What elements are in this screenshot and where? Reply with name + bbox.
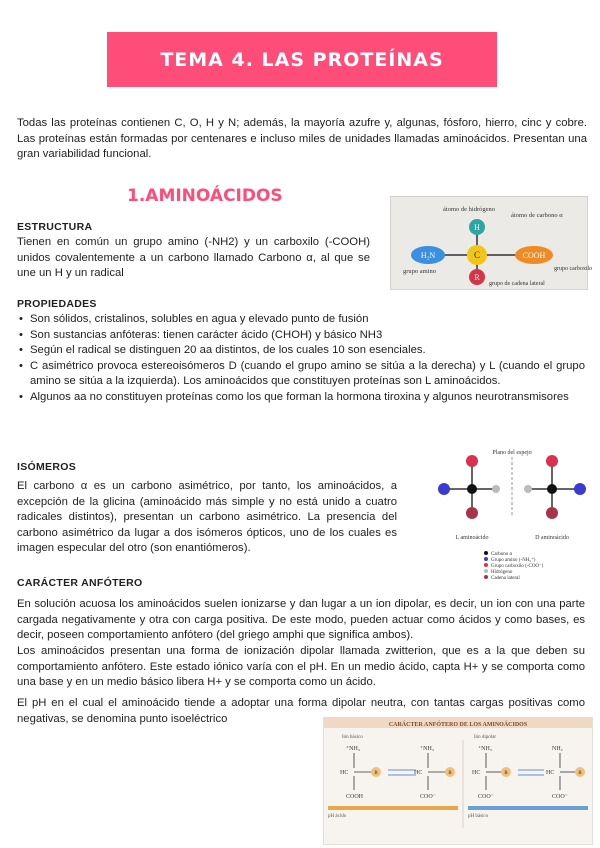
- fig1-nh: H₂N: [420, 251, 436, 260]
- svg-text:COOH: COOH: [346, 794, 364, 800]
- fig2-legend-4: Cadena lateral: [491, 576, 520, 581]
- svg-text:HC: HC: [414, 770, 423, 776]
- anfotero-p2: Los aminoácidos presentan una forma de ionización dipolar llamada zwitterion, que es a la que deben su comportamiento anfótero. Este estado iónico varía con el pH. En un medio ácido, capta H+ y se comporta como una base y en un medio básico libera H+ y se comporta como un ácido.: [17, 645, 585, 688]
- anfotero-p3: El pH en el cual el aminoácido tiende a adoptar una forma dipolar neutra, con tantas cargas positivas como negativas, se denomina punto isoeléctrico: [17, 697, 585, 725]
- fig3-title: CARÁCTER ANFÓTERO DE LOS AMINOÁCIDOS: [388, 722, 528, 728]
- fig1-label-c: átomo de carbono α: [511, 212, 563, 219]
- svg-text:HC: HC: [472, 770, 481, 776]
- fig3-ph-basic: pH básico: [468, 814, 489, 819]
- fig1-r: R: [474, 273, 480, 282]
- svg-text:COO⁻: COO⁻: [478, 794, 494, 800]
- fig3-ph-acid: pH ácido: [328, 814, 347, 819]
- fig2-legend-2: Grupo carboxilo (-COO⁻): [491, 564, 544, 569]
- svg-text:R: R: [578, 771, 582, 776]
- fig1-label-amino: grupo amino: [403, 268, 437, 275]
- svg-text:⁺NH₃: ⁺NH₃: [420, 746, 434, 752]
- anfotero-p1: En solución acuosa los aminoácidos suelen ionizarse y dan lugar a un ion dipolar, es decir, un ion con una parte cargada negativamente y otra con carga positiva. De este modo, pueden actuar como ácidos y como bases, es decir, poseen comportamiento anfótero (del griego amphi que significa ambos).: [17, 598, 585, 641]
- fig1-cooh: COOH: [522, 251, 546, 260]
- svg-text:R: R: [504, 771, 508, 776]
- fig2-legend-3: Hidrógeno: [491, 570, 513, 575]
- fig1-c: C: [473, 250, 481, 260]
- svg-text:NH₂: NH₂: [552, 746, 563, 752]
- fig2-legend-0: Carbono α: [491, 552, 513, 557]
- propiedades-heading: PROPIEDADES: [17, 298, 97, 310]
- svg-text:⁺NH₃: ⁺NH₃: [346, 746, 360, 752]
- estructura-text: Tienen en común un grupo amino (-NH2) y un carboxilo (-COOH) unidos covalentemente a un carbono llamado Carbono α, al que se une un H y un radical: [17, 236, 370, 279]
- fig3-col2: Ión dipolar: [474, 735, 497, 740]
- fig2-left: L aminoácido: [455, 535, 489, 541]
- list-item: • Algunos aa no constituyen proteínas como los que forman la hormona tiroxina y algunos neurotransmisores: [17, 390, 585, 406]
- list-item: • Son sustancias anfóteras: tienen carácter ácido (CHOH) y básico NH3: [17, 328, 585, 344]
- intro-paragraph: Todas las proteínas contienen C, O, H y N; además, la mayoría azufre y, algunas, fósforo, hierro, cinc y cobre. Las proteínas están formadas por centenares e incluso miles de unidades llamadas aminoácidos. Presentan una gran variabilidad funcional.: [17, 117, 587, 160]
- list-item: • Según el radical se distinguen 20 aa distintos, de los cuales 10 son esenciales.: [17, 343, 585, 359]
- fig1-h: H: [474, 223, 480, 232]
- estructura-heading: ESTRUCTURA: [17, 221, 93, 233]
- fig2-right: D aminoácido: [535, 535, 569, 541]
- fig1-label-r: grupo de cadena lateral: [489, 281, 545, 287]
- page-title: TEMA 4. LAS PROTEÍNAS: [160, 48, 444, 71]
- amino-acid-structure-figure: [390, 196, 593, 290]
- enantiomers-figure: [430, 447, 588, 587]
- svg-text:COO⁻: COO⁻: [552, 794, 568, 800]
- amphoteric-figure: [323, 717, 593, 845]
- isomeros-text: El carbono α es un carbono asimétrico, por tanto, los aminoácidos, a excepción de la glicina (aminoácido más simple y no está unido a cuatro radicales distintos), presentan un carbono asimétrico. La presencia del carbono asimétrico da lugar a dos isómeros ópticos, uno de los cuales es imagen especular del otro (son enantiómeros).: [17, 480, 397, 554]
- list-item: • C asimétrico provoca estereoisómeros D (cuando el grupo amino se sitúa a la derecha) y L (cuando el grupo amino se sitúa a la izquierda). Los aminoácidos que constituyen proteínas son L aminoácidos.: [17, 359, 585, 390]
- svg-text:R: R: [374, 771, 378, 776]
- fig1-label-carbox: grupo carboxilo: [554, 266, 593, 272]
- title-banner: [107, 32, 497, 87]
- svg-text:R: R: [448, 771, 452, 776]
- svg-text:HC: HC: [340, 770, 349, 776]
- fig3-col1: Ión básico: [342, 735, 363, 740]
- fig1-label-h: átomo de hidrógeno: [443, 206, 495, 213]
- section-title: 1.AMINOÁCIDOS: [127, 186, 283, 206]
- isomeros-heading: ISÓMEROS: [17, 461, 76, 473]
- fig2-title: Plano del espejo: [492, 450, 532, 456]
- propiedades-list: [17, 312, 585, 405]
- svg-text:⁺NH₃: ⁺NH₃: [478, 746, 492, 752]
- anfotero-heading: CARÁCTER ANFÓTERO: [17, 577, 143, 589]
- svg-text:HC: HC: [546, 770, 555, 776]
- list-item: • Son sólidos, cristalinos, solubles en agua y elevado punto de fusión: [17, 312, 585, 328]
- svg-text:COO⁻: COO⁻: [420, 794, 436, 800]
- fig2-legend-1: Grupo amino (-NH₂⁺): [491, 558, 536, 563]
